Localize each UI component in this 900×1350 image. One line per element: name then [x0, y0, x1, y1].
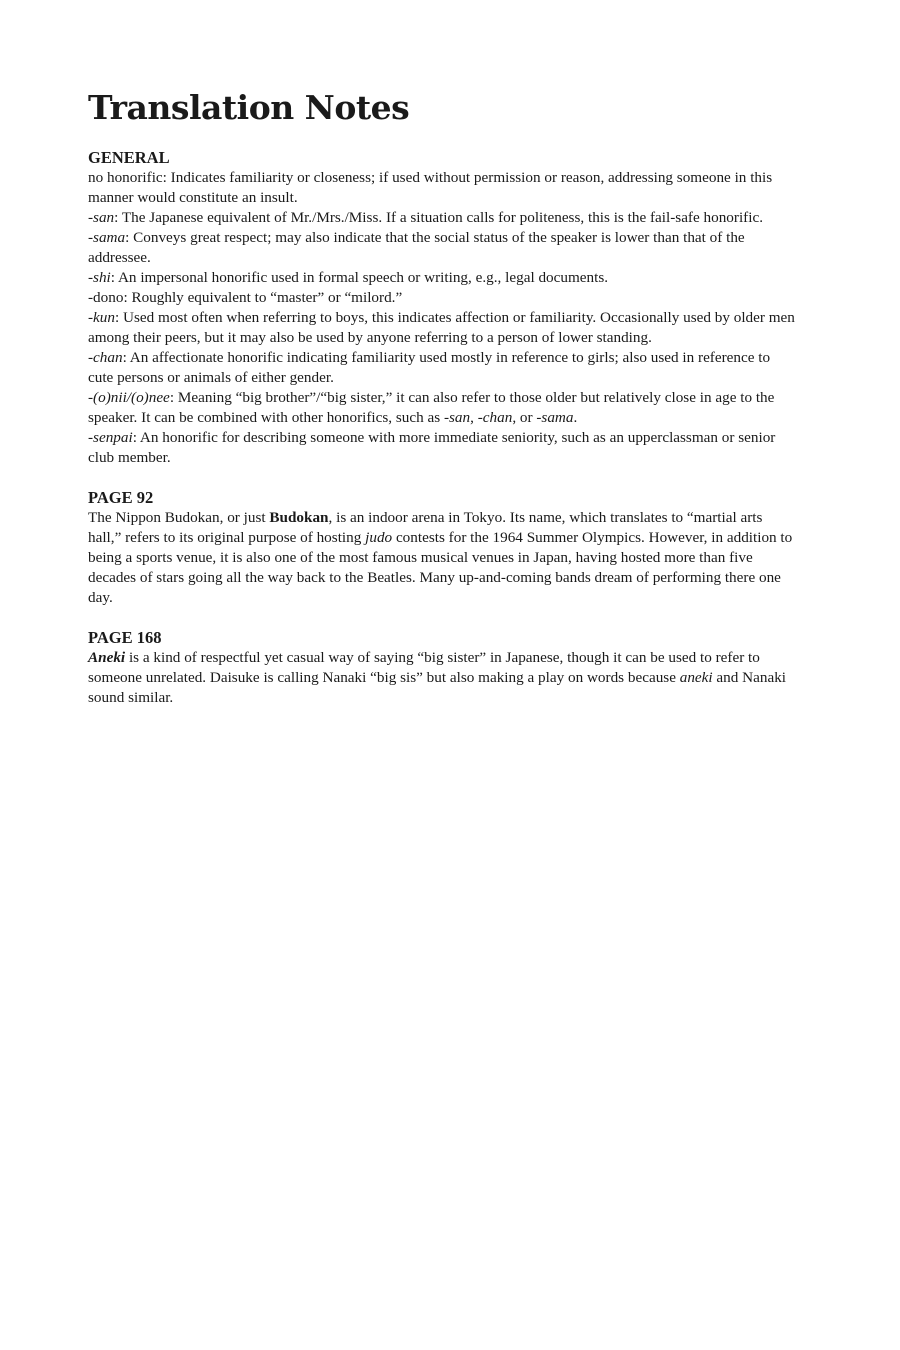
- section-heading-general: GENERAL: [88, 148, 170, 167]
- entry-chan: [88, 348, 798, 388]
- section-page-92: [88, 488, 798, 608]
- term-budokan: Budokan: [269, 509, 329, 526]
- text-run: , is an indoor arena in Tokyo. Its name, which translates to “martial arts hall,” refers to its original purpose of hosting: [88, 509, 763, 546]
- entry-dono: [88, 288, 798, 308]
- entry-definition: : Roughly equivalent to “master” or “milord.”: [123, 289, 403, 306]
- entry-term: no honorific: [88, 169, 163, 186]
- text-run: and Nanaki sound similar.: [88, 669, 787, 706]
- entry-sama: [88, 228, 798, 268]
- entry-end: .: [573, 409, 578, 426]
- entry-definition: : An honorific for describing someone with more immediate seniority, such as an upperclassman or senior club member.: [88, 429, 776, 466]
- section-general: [88, 148, 798, 468]
- entry-term: -dono: [88, 289, 124, 306]
- term-aneki-italic: aneki: [679, 669, 713, 686]
- section-page-168: [88, 628, 798, 708]
- entry-term: -san: [88, 209, 115, 226]
- page-title: Translation Notes: [88, 88, 410, 127]
- entry-definition: : Used most often when referring to boys, this indicates affection or familiarity. Occasionally used by older men among their peers, but it may also be used by anyone referring to a person of lower standing.: [88, 309, 795, 346]
- entry-example-sama: -sama: [536, 409, 574, 426]
- entry-term: -sama: [88, 229, 126, 246]
- entry-no-honorific: [88, 168, 798, 208]
- entry-definition: : Meaning “big brother”/“big sister,” it can also refer to those older but relatively close in age to the speaker. It can be combined with other honorifics, such as: [88, 389, 775, 426]
- text-run: contests for the 1964 Summer Olympics. However, in addition to being a sports venue, it is also one of the most famous musical venues in Japan, having hosted more than five decades of stars going all the way back to the Beatles. Many up-and-coming bands dream of performing there one day.: [88, 529, 793, 606]
- paragraph-aneki: [88, 648, 798, 708]
- entry-senpai: [88, 428, 798, 468]
- entry-separator: ,: [470, 409, 478, 426]
- section-heading-page-168: PAGE 168: [88, 628, 162, 647]
- entry-example-san: -san: [443, 409, 471, 426]
- entry-definition: : Indicates familiarity or closeness; if used without permission or reason, addressing someone in this manner would constitute an insult.: [88, 169, 773, 206]
- entry-shi: [88, 268, 798, 288]
- entry-term: -senpai: [88, 429, 133, 446]
- entry-term: -chan: [88, 349, 123, 366]
- entry-san: [88, 208, 798, 228]
- entry-term: -(o)nii/(o)nee: [88, 389, 170, 406]
- entry-term: -kun: [88, 309, 115, 326]
- document-page: [88, 88, 798, 728]
- entry-definition: : An impersonal honorific used in formal speech or writing, e.g., legal documents.: [110, 269, 609, 286]
- entry-separator: , or: [512, 409, 537, 426]
- entry-kun: [88, 308, 798, 348]
- entry-onii-onee: [88, 388, 798, 428]
- section-heading-page-92: PAGE 92: [88, 488, 154, 507]
- entry-definition: : Conveys great respect; may also indicate that the social status of the speaker is lower than that of the addressee.: [88, 229, 745, 266]
- term-aneki: Aneki: [88, 649, 126, 666]
- entry-term: -shi: [88, 269, 111, 286]
- paragraph-budokan: [88, 508, 798, 608]
- text-run: The Nippon Budokan, or just: [88, 509, 270, 526]
- term-judo: judo: [365, 529, 393, 546]
- entry-example-chan: -chan: [477, 409, 513, 426]
- entry-definition: : An affectionate honorific indicating familiarity used mostly in reference to girls; also used in reference to cute persons or animals of either gender.: [88, 349, 771, 386]
- text-run: is a kind of respectful yet casual way of saying “big sister” in Japanese, though it can be used to refer to someone unrelated. Daisuke is calling Nanaki “big sis” but also making a play on words because: [88, 649, 760, 686]
- entry-definition: : The Japanese equivalent of Mr./Mrs./Miss. If a situation calls for politeness, this is the fail-safe honorific.: [114, 209, 763, 226]
